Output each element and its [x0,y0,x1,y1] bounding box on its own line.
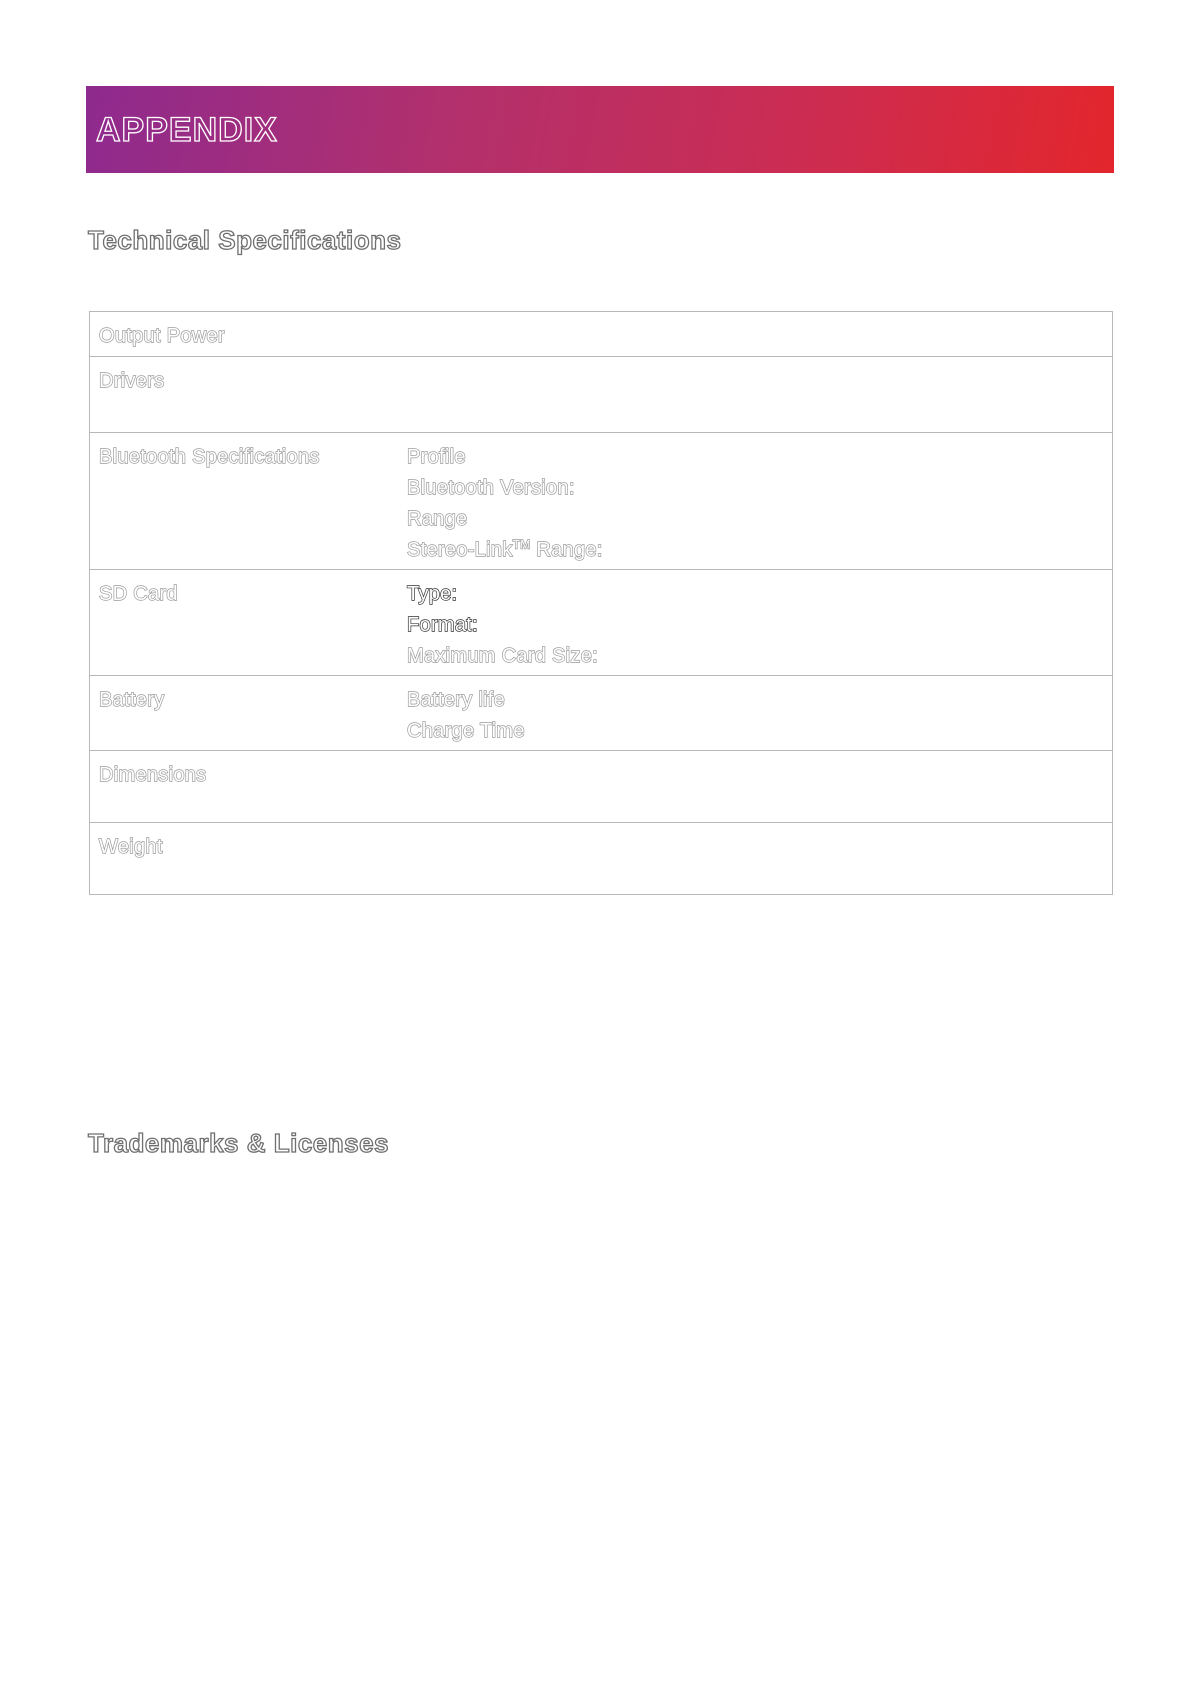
spec-value-dimensions [398,751,1113,823]
sd-type-label: Type: [407,583,458,605]
stereo-link-range-label [407,535,1103,566]
spec-label-drivers: Drivers [90,357,399,433]
appendix-banner [86,86,1114,173]
bluetooth-version-label: Bluetooth Version: [407,477,575,499]
stereo-link-suffix: Range: [530,539,603,561]
sd-max-size-label: Maximum Card Size: [407,645,598,667]
spec-label-bluetooth: Bluetooth Specifications [90,433,399,570]
bluetooth-range-label: Range [407,508,468,530]
table-row [90,570,1113,676]
spec-value-battery [398,676,1113,751]
banner-title: APPENDIX [96,111,278,149]
spec-label-dimensions: Dimensions [90,751,399,823]
battery-life-label: Battery life [407,689,506,711]
spec-value-bluetooth [398,433,1113,570]
spec-value-weight [398,823,1113,895]
table-row [90,312,1113,357]
table-row [90,433,1113,570]
technical-specifications-heading: Technical Specifications [88,225,402,255]
trademark-superscript: TM [512,537,531,552]
spec-label-output-power: Output Power [90,312,399,357]
table-row [90,823,1113,895]
spec-value-sd-card [398,570,1113,676]
charge-time-label: Charge Time [407,720,525,742]
spec-label-battery: Battery [90,676,399,751]
spec-label-weight: Weight [90,823,399,895]
spec-label-sd-card: SD Card [90,570,399,676]
sd-format-label: Format: [407,614,478,636]
trademarks-licenses-heading: Trademarks & Licenses [88,1128,389,1158]
spec-value-drivers [398,357,1113,433]
table-row [90,676,1113,751]
table-row [90,357,1113,433]
bluetooth-profile-label: Profile [407,446,466,468]
spec-table [89,311,1113,895]
spec-value-output-power [398,312,1113,357]
table-row [90,751,1113,823]
stereo-link-prefix: Stereo-Link [407,539,513,561]
